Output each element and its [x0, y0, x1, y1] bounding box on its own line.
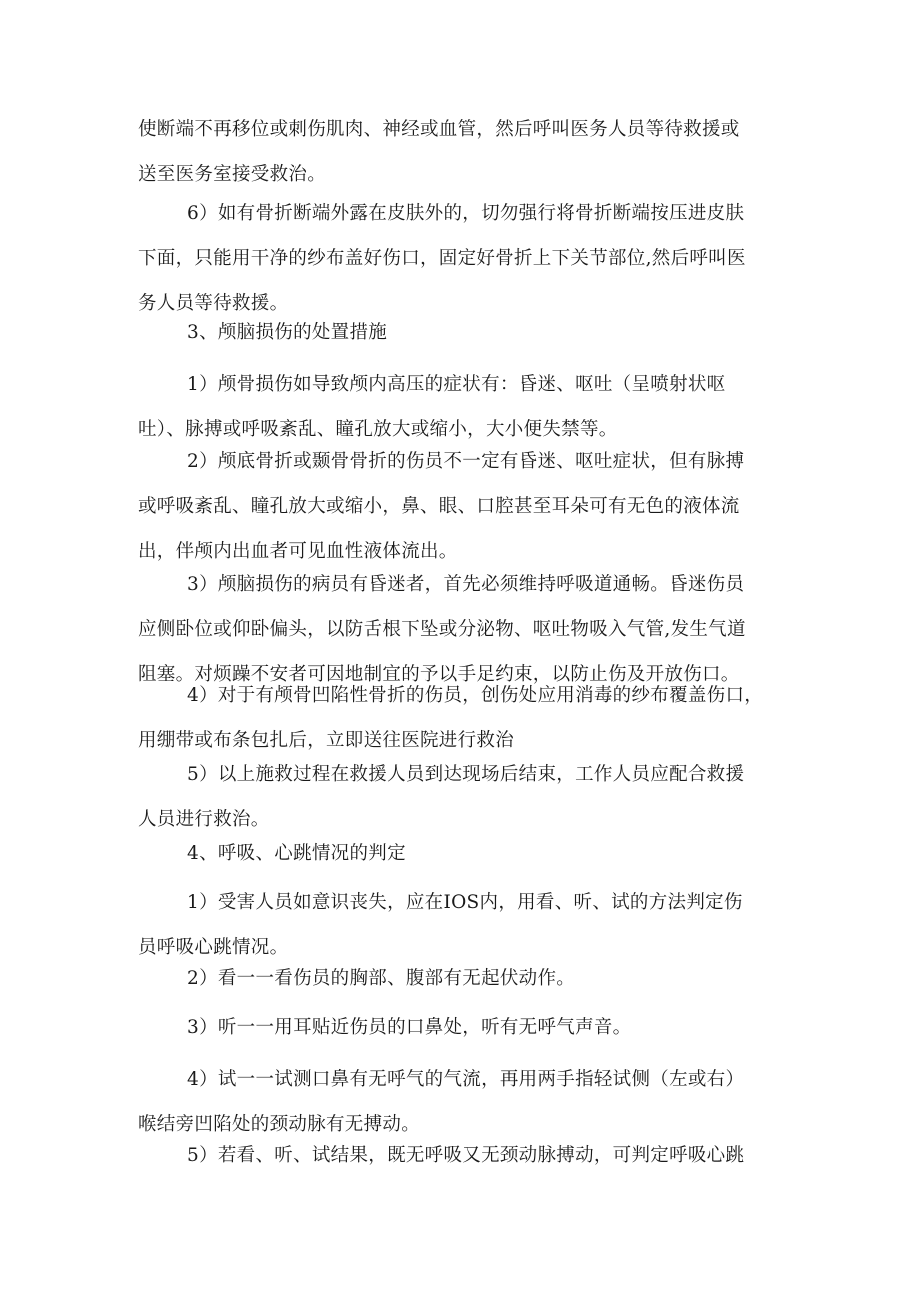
text-line: 1）颅骨损伤如导致颅内高压的症状有：昏迷、呕吐（呈喷射状呕: [187, 374, 726, 395]
text-line: 使断端不再移位或刺伤肌肉、神经或血管，然后呼叫医务人员等待救援或: [138, 119, 740, 140]
text-line: 人员进行救治。: [138, 809, 270, 830]
text-line: 3）颅脑损伤的病员有昏迷者，首先必须维持呼吸道通畅。昏迷伤员: [187, 574, 745, 595]
text-line: 3）听一一用耳贴近伤员的口鼻处，听有无呼气声音。: [187, 1017, 632, 1038]
paragraph-item-2: [138, 439, 802, 574]
text-line: 4）试一一试测口鼻有无呼气的气流，再用两手指轻试侧（左或右）: [187, 1069, 745, 1090]
text-line: 吐）、脉搏或呼吸紊乱、瞳孔放大或缩小，大小便失禁等。: [138, 419, 618, 440]
text-line: 或呼吸紊乱、瞳孔放大或缩小，鼻、眼、口腔甚至耳朵可有无色的液体流: [138, 496, 740, 517]
text-line: 2）看一一看伤员的胸部、腹部有无起伏动作。: [187, 968, 576, 989]
text-line: 出，伴颅内出血者可见血性液体流出。: [138, 541, 458, 562]
text-line: 员呼吸心跳情况。: [138, 937, 289, 958]
paragraph-item-2b: [138, 956, 802, 1001]
section-heading-4: [138, 831, 802, 876]
paragraph-item-3b: [138, 1005, 802, 1050]
text-line: 下面，只能用干净的纱布盖好伤口，固定好骨折上下关节部位,然后呼叫医: [138, 248, 746, 269]
text-line: 5）若看、听、试结果，既无呼吸又无颈动脉搏动，可判定呼吸心跳: [187, 1145, 745, 1166]
section-heading-3: [138, 310, 802, 355]
heading-text: 3、颅脑损伤的处置措施: [187, 322, 388, 343]
text-line: 务人员等待救援。: [138, 293, 289, 314]
text-line: 喉结旁凹陷处的颈动脉有无搏动。: [138, 1114, 421, 1135]
text-line: 送至医务室接受救治。: [138, 164, 327, 185]
paragraph-item-6: [138, 191, 802, 326]
text-line: 阻塞。对烦躁不安者可因地制宜的予以手足约束，以防止伤及开放伤口。: [138, 664, 740, 685]
text-line: 应侧卧位或仰卧偏头，以防舌根下坠或分泌物、呕吐物吸入气管,发生气道: [138, 619, 746, 640]
paragraph-item-5: [138, 752, 802, 842]
paragraph-item-5b: [138, 1133, 802, 1178]
paragraph-continuation: [138, 107, 802, 197]
paragraph-item-4: [138, 673, 802, 763]
text-line: 6）如有骨折断端外露在皮肤外的，切勿强行将骨折断端按压进皮肤: [187, 203, 745, 224]
text-line: 1）受害人员如意识丧失，应在IOS内，用看、听、试的方法判定伤: [187, 892, 743, 913]
text-line: 2）颅底骨折或颞骨骨折的伤员不一定有昏迷、呕吐症状，但有脉搏: [187, 451, 745, 472]
text-line: 用绷带或布条包扎后，立即送往医院进行救治: [138, 730, 515, 751]
text-line: 4）对于有颅骨凹陷性骨折的伤员，创伤处应用消毒的纱布覆盖伤口，: [187, 685, 764, 706]
text-line: 5）以上施救过程在救援人员到达现场后结束，工作人员应配合救援: [187, 764, 745, 785]
heading-text: 4、呼吸、心跳情况的判定: [187, 843, 406, 864]
